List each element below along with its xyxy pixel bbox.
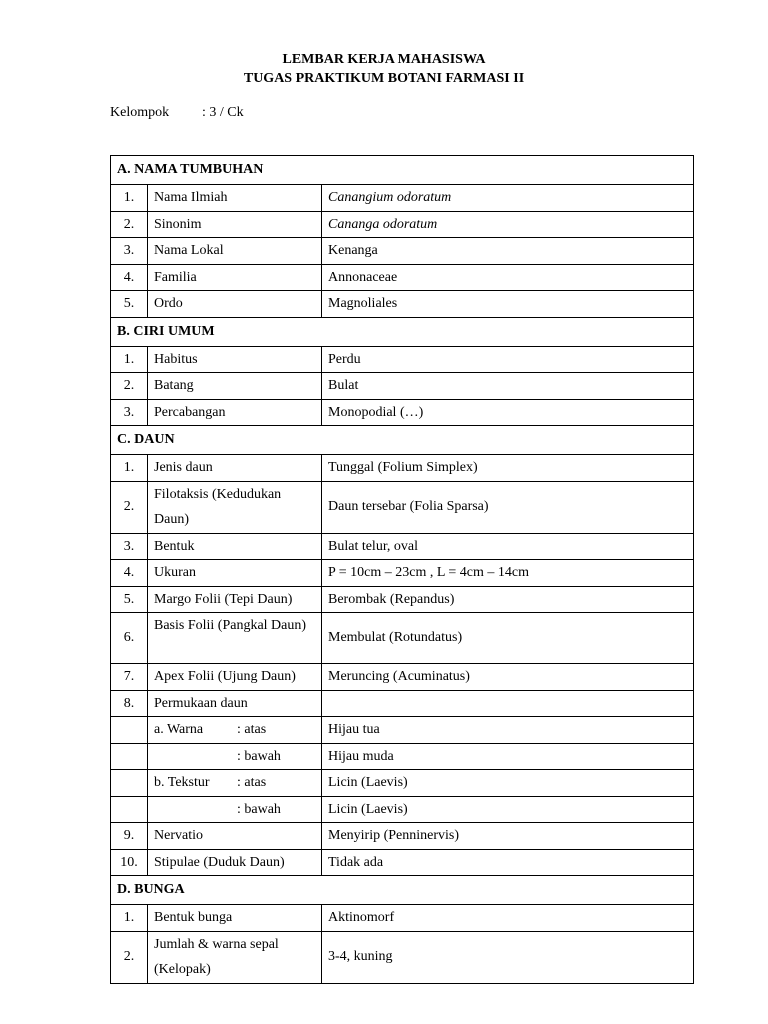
row-label: Familia bbox=[148, 264, 322, 291]
section-title-nama-tumbuhan: A. NAMA TUMBUHAN bbox=[111, 156, 694, 185]
row-value: Tunggal (Folium Simplex) bbox=[322, 455, 694, 482]
row-number: 3. bbox=[111, 238, 148, 265]
table-row bbox=[111, 185, 694, 212]
row-number: 1. bbox=[111, 185, 148, 212]
row-label bbox=[148, 717, 322, 744]
table-row bbox=[111, 717, 694, 744]
section-title-bunga: D. BUNGA bbox=[111, 876, 694, 905]
table-row bbox=[111, 664, 694, 691]
row-value bbox=[322, 690, 694, 717]
row-number bbox=[111, 717, 148, 744]
table-row bbox=[111, 560, 694, 587]
table-row bbox=[111, 238, 694, 265]
row-number: 3. bbox=[111, 533, 148, 560]
row-value: Membulat (Rotundatus) bbox=[322, 613, 694, 664]
row-value: Berombak (Repandus) bbox=[322, 586, 694, 613]
row-label: Margo Folii (Tepi Daun) bbox=[148, 586, 322, 613]
row-label: Nama Lokal bbox=[148, 238, 322, 265]
table-row bbox=[111, 346, 694, 373]
group-info bbox=[110, 104, 244, 122]
row-value: Licin (Laevis) bbox=[322, 796, 694, 823]
row-value: Daun tersebar (Folia Sparsa) bbox=[322, 481, 694, 533]
row-number: 2. bbox=[111, 373, 148, 400]
row-label bbox=[148, 796, 322, 823]
surface-side: : atas bbox=[237, 722, 267, 737]
surface-side: : atas bbox=[237, 775, 267, 790]
row-label: Ordo bbox=[148, 291, 322, 318]
section-title-ciri-umum: B. CIRI UMUM bbox=[111, 317, 694, 346]
document-subtitle: TUGAS PRAKTIKUM BOTANI FARMASI II bbox=[243, 71, 525, 86]
row-value: Licin (Laevis) bbox=[322, 770, 694, 797]
table-row bbox=[111, 291, 694, 318]
table-row bbox=[111, 481, 694, 533]
row-number: 7. bbox=[111, 664, 148, 691]
row-value: Aktinomorf bbox=[322, 905, 694, 932]
row-label: Apex Folii (Ujung Daun) bbox=[148, 664, 322, 691]
table-row bbox=[111, 373, 694, 400]
table-row bbox=[111, 264, 694, 291]
row-label: Permukaan daun bbox=[148, 690, 322, 717]
row-label bbox=[148, 743, 322, 770]
row-label: Stipulae (Duduk Daun) bbox=[148, 849, 322, 876]
row-number: 10. bbox=[111, 849, 148, 876]
worksheet-table bbox=[110, 155, 694, 984]
row-number: 9. bbox=[111, 823, 148, 850]
row-number: 5. bbox=[111, 586, 148, 613]
row-value: Monopodial (…) bbox=[322, 399, 694, 426]
row-value: Tidak ada bbox=[322, 849, 694, 876]
row-number: 1. bbox=[111, 346, 148, 373]
row-label: Filotaksis (Kedudukan Daun) bbox=[148, 481, 322, 533]
group-value: : 3 / Ck bbox=[202, 105, 244, 120]
row-label: Jenis daun bbox=[148, 455, 322, 482]
row-label: Nama Ilmiah bbox=[148, 185, 322, 212]
row-number: 3. bbox=[111, 399, 148, 426]
row-number: 1. bbox=[111, 455, 148, 482]
table-row bbox=[111, 849, 694, 876]
row-label: Jumlah & warna sepal (Kelopak) bbox=[148, 931, 322, 983]
row-value: Meruncing (Acuminatus) bbox=[322, 664, 694, 691]
row-label: Batang bbox=[148, 373, 322, 400]
row-value: Menyirip (Penninervis) bbox=[322, 823, 694, 850]
row-number: 5. bbox=[111, 291, 148, 318]
row-number: 2. bbox=[111, 481, 148, 533]
row-label: Nervatio bbox=[148, 823, 322, 850]
row-label: Bentuk bunga bbox=[148, 905, 322, 932]
row-number: 4. bbox=[111, 264, 148, 291]
row-value: Bulat bbox=[322, 373, 694, 400]
table-row bbox=[111, 399, 694, 426]
row-number: 8. bbox=[111, 690, 148, 717]
row-value: Cananga odoratum bbox=[322, 211, 694, 238]
surface-side: : bawah bbox=[237, 748, 281, 764]
table-row bbox=[111, 455, 694, 482]
table-row bbox=[111, 823, 694, 850]
surface-prefix: a. Warna bbox=[154, 722, 204, 737]
table-row bbox=[111, 770, 694, 797]
row-value: Kenanga bbox=[322, 238, 694, 265]
surface-side: : bawah bbox=[237, 801, 281, 817]
row-label: Sinonim bbox=[148, 211, 322, 238]
row-label bbox=[148, 770, 322, 797]
row-number: 4. bbox=[111, 560, 148, 587]
row-label: Habitus bbox=[148, 346, 322, 373]
row-value: Bulat telur, oval bbox=[322, 533, 694, 560]
row-value: Magnoliales bbox=[322, 291, 694, 318]
row-number: 2. bbox=[111, 931, 148, 983]
surface-prefix: b. Tekstur bbox=[154, 775, 210, 790]
document-title: LEMBAR KERJA MAHASISWA bbox=[282, 52, 486, 67]
row-number: 6. bbox=[111, 613, 148, 664]
table-row bbox=[111, 211, 694, 238]
row-label: Percabangan bbox=[148, 399, 322, 426]
row-value: P = 10cm – 23cm , L = 4cm – 14cm bbox=[322, 560, 694, 587]
section-title-daun: C. DAUN bbox=[111, 426, 694, 455]
row-number bbox=[111, 743, 148, 770]
row-number bbox=[111, 796, 148, 823]
row-label: Bentuk bbox=[148, 533, 322, 560]
row-number bbox=[111, 770, 148, 797]
row-label: Basis Folii (Pangkal Daun) bbox=[148, 613, 322, 664]
table-row bbox=[111, 905, 694, 932]
row-value: Hijau muda bbox=[322, 743, 694, 770]
row-value: Perdu bbox=[322, 346, 694, 373]
row-value: 3-4, kuning bbox=[322, 931, 694, 983]
row-number: 1. bbox=[111, 905, 148, 932]
table-row bbox=[111, 796, 694, 823]
table-row bbox=[111, 613, 694, 664]
row-label: Ukuran bbox=[148, 560, 322, 587]
table-row bbox=[111, 690, 694, 717]
group-label: Kelompok bbox=[110, 105, 170, 120]
table-row bbox=[111, 533, 694, 560]
row-number: 2. bbox=[111, 211, 148, 238]
row-value: Canangium odoratum bbox=[322, 185, 694, 212]
row-value: Annonaceae bbox=[322, 264, 694, 291]
table-row bbox=[111, 743, 694, 770]
table-row bbox=[111, 931, 694, 983]
row-value: Hijau tua bbox=[322, 717, 694, 744]
table-row bbox=[111, 586, 694, 613]
